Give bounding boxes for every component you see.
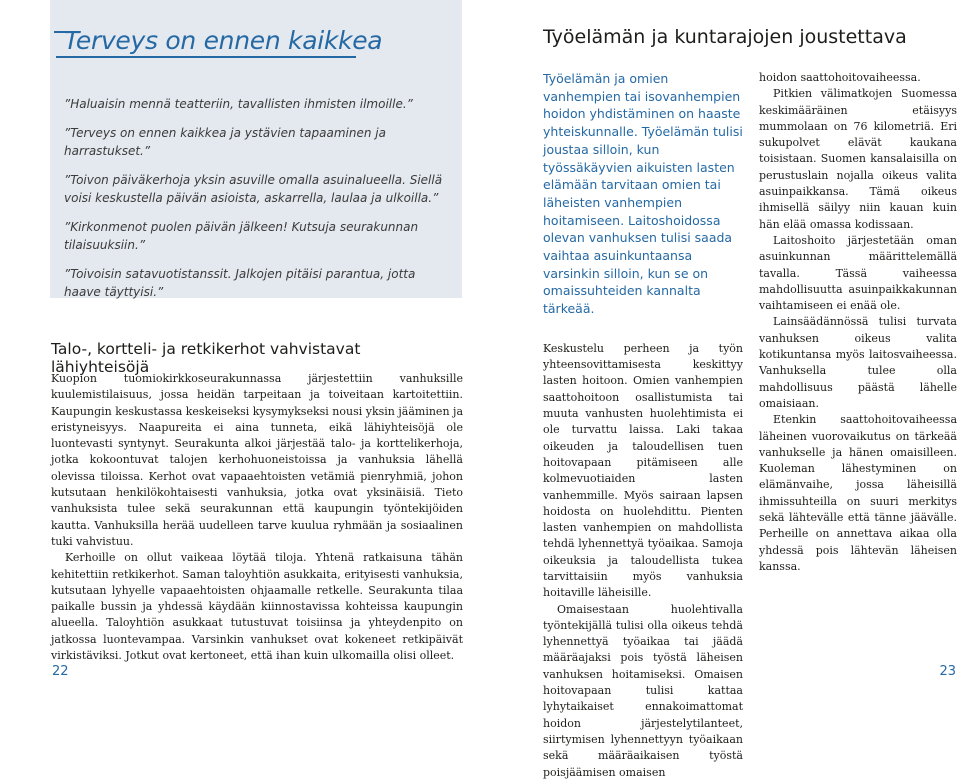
page-number-left: 22: [52, 664, 69, 679]
heading-underline: [56, 56, 356, 58]
paragraph: Keskustelu perheen ja työn yhteensovittamisesta keskittyy lasten hoitoon. Omien vanhempien saattohoitoon osallistumista tai muuta vanhusten huolehtimista ei ole turvattu laissa. Laki takaa oikeuden ja taloudellisen tuen hoitovapaan pitämiseen alle kolmevuotiaiden lasten vanhemmille. Myös sairaan lapsen hoidosta on huolehdittu. Pienten lasten vanhempien on mahdollista tehdä lyhennettyä työaikaa. Samoja oikeuksia ja taloudellista tukea tarvittaisiin myös vanhuksia hoitaville läheisille.: [543, 341, 743, 600]
right-column: [759, 70, 957, 575]
paragraph: Laitoshoito järjestetään oman asuinkunnan määrittelemällä tavalla. Tässä vaiheessa mahdollisuutta asuinpaikkakunnan vaihtamiseen ei enää ole.: [759, 233, 957, 313]
right-page: [480, 0, 960, 779]
section-title: Talo-, kortteli- ja retkikerhot vahvistavat lähiyhteisöjä: [51, 340, 361, 376]
paragraph: Kerhoille on ollut vaikeaa löytää tiloja. Yhtenä ratkaisuna tähän kehitettiin retkikerhot. Saman taloyhtiön asukkaita, erityisesti vanhuksia, kutsutaan lyhyelle vapaaehtoisten ohjaamalle retkelle. Seurakunta tilaa paikalle bussin ja yhdessä käydään kiinnostavissa kohteissa kaupungin alueella. Taloyhtiön asukkaat tutustuvat toisiinsa ja yhteydenpito on jatkossa luontevampaa. Varsinkin vanhukset ovat kokeneet retkipäivät virkistäviksi. Jotkut ovat kertoneet, että ihan kuin ulkomailla olisi olleet.: [51, 551, 463, 663]
page-title: Työelämän ja kuntarajojen joustettava: [543, 26, 907, 48]
paragraph: Kuopion tuomiokirkkoseurakunnassa järjestettiin vanhuksille kuulemistilaisuus, jossa heidän tarpeitaan ja toiveitaan kartoitettiin. Kaupungin keskustassa keskeiseksi kysymykseksi nousi yksin jääminen ja eristyneisyys. Naapureita ei aina tunneta, eikä lähiyhteisöjä ole luontevasti syntynyt. Seurakunta alkoi järjestää talo- ja korttelikerhoja, jotka kokoontuvat talojen kerhohuoneistoissa ja vanhuksia lähellä olevissa tiloissa. Kerhot ovat vapaaehtoisten vetämiä pienryhmiä, johon kutsutaan henkilökohtaisesti vanhuksia, jotka ovat yksinäisiä. Tieto vanhuksista tulee sekä seurakunnan että kaupungin työntekijöiden kautta. Vanhuksilla herää uudelleen tarve kuulua ryhmään ja sosiaalinen tuki vahvistuu.: [51, 372, 463, 548]
quote-list: [64, 95, 452, 312]
paragraph: Omaisestaan huolehtivalla työntekijällä tulisi olla oikeus tehdä lyhennettyä työaikaa tai jäädä määräajaksi pois työstä läheisen vanhuksen hoitamiseksi. Omaisen hoitovapaan tulisi kattaa lyhytaikaiset ennakoimattomat hoidon järjestelytilanteet, siirtymisen lyhennettyyn työaikaan sekä määräaikaisen työstä poisjäämisen omaisen: [543, 602, 743, 779]
left-body-text: [51, 371, 463, 664]
lead-paragraph: Työelämän ja omien vanhempien tai isovanhempien hoidon yhdistäminen on haaste yhteiskunnalle. Työelämän tulisi joustaa silloin, kun työssäkäyvien aikuisten lasten elämään tarvitaan omien tai läheisten vanhempien hoitamiseen. Laitoshoidossa olevan vanhuksen tulisi saada vaihtaa asuinkuntaansa varsinkin silloin, kun se on omaissuhteiden kannalta tärkeää.: [543, 71, 743, 317]
quote-heading: Terveys on ennen kaikkea: [64, 26, 383, 55]
quote: ”Toivoisin satavuotistanssit. Jalkojen pitäisi parantua, jotta haave täyttyisi.”: [64, 267, 416, 299]
paragraph: Etenkin saattohoitovaiheessa läheinen vuorovaikutus on tärkeää vanhukselle ja hänen omaisilleen. Kuoleman lähestyminen on elämänvaihe, jossa läheisillä ihmissuhteilla on suuri merkitys sekä lähtevälle että tänne jäävälle. Perheille on annettava aikaa olla yhdessä pois lähtevän läheisen kanssa.: [759, 413, 957, 573]
left-page: [0, 0, 480, 683]
paragraph: Lainsäädännössä tulisi turvata vanhuksen oikeus valita kotikuntansa myös laitosvaiheessa. Vanhuksella tulee olla mahdollisuus päästä lähelle omaisiaan.: [759, 315, 957, 410]
middle-column: [543, 70, 743, 781]
quote: ”Haluaisin mennä teatteriin, tavallisten ihmisten ilmoille.”: [64, 97, 413, 111]
paragraph: Pitkien välimatkojen Suomessa keskimääräinen etäisyys mummolaan on 76 kilometriä. Eri sukupolvet elävät kaukana toisistaan. Suomen kansalaisilla on perustuslain nojalla oikeus valita asuinpaikkansa. Tämä oikeus ihmisellä säilyy niin kauan kuin hän elää omassa kodissaan.: [759, 87, 957, 231]
paragraph: hoidon saattohoitovaiheessa.: [759, 71, 921, 84]
quote: ”Toivon päiväkerhoja yksin asuville omalla asuinalueella. Siellä voisi keskustella päivän asioista, askarrella, laulaa ja ulkoilla.”: [64, 173, 443, 205]
page-number-right: 23: [939, 664, 956, 679]
quote: ”Terveys on ennen kaikkea ja ystävien tapaaminen ja harrastukset.”: [64, 126, 386, 158]
quote: ”Kirkonmenot puolen päivän jälkeen! Kutsuja seurakunnan tilaisuuksiin.”: [64, 220, 419, 252]
